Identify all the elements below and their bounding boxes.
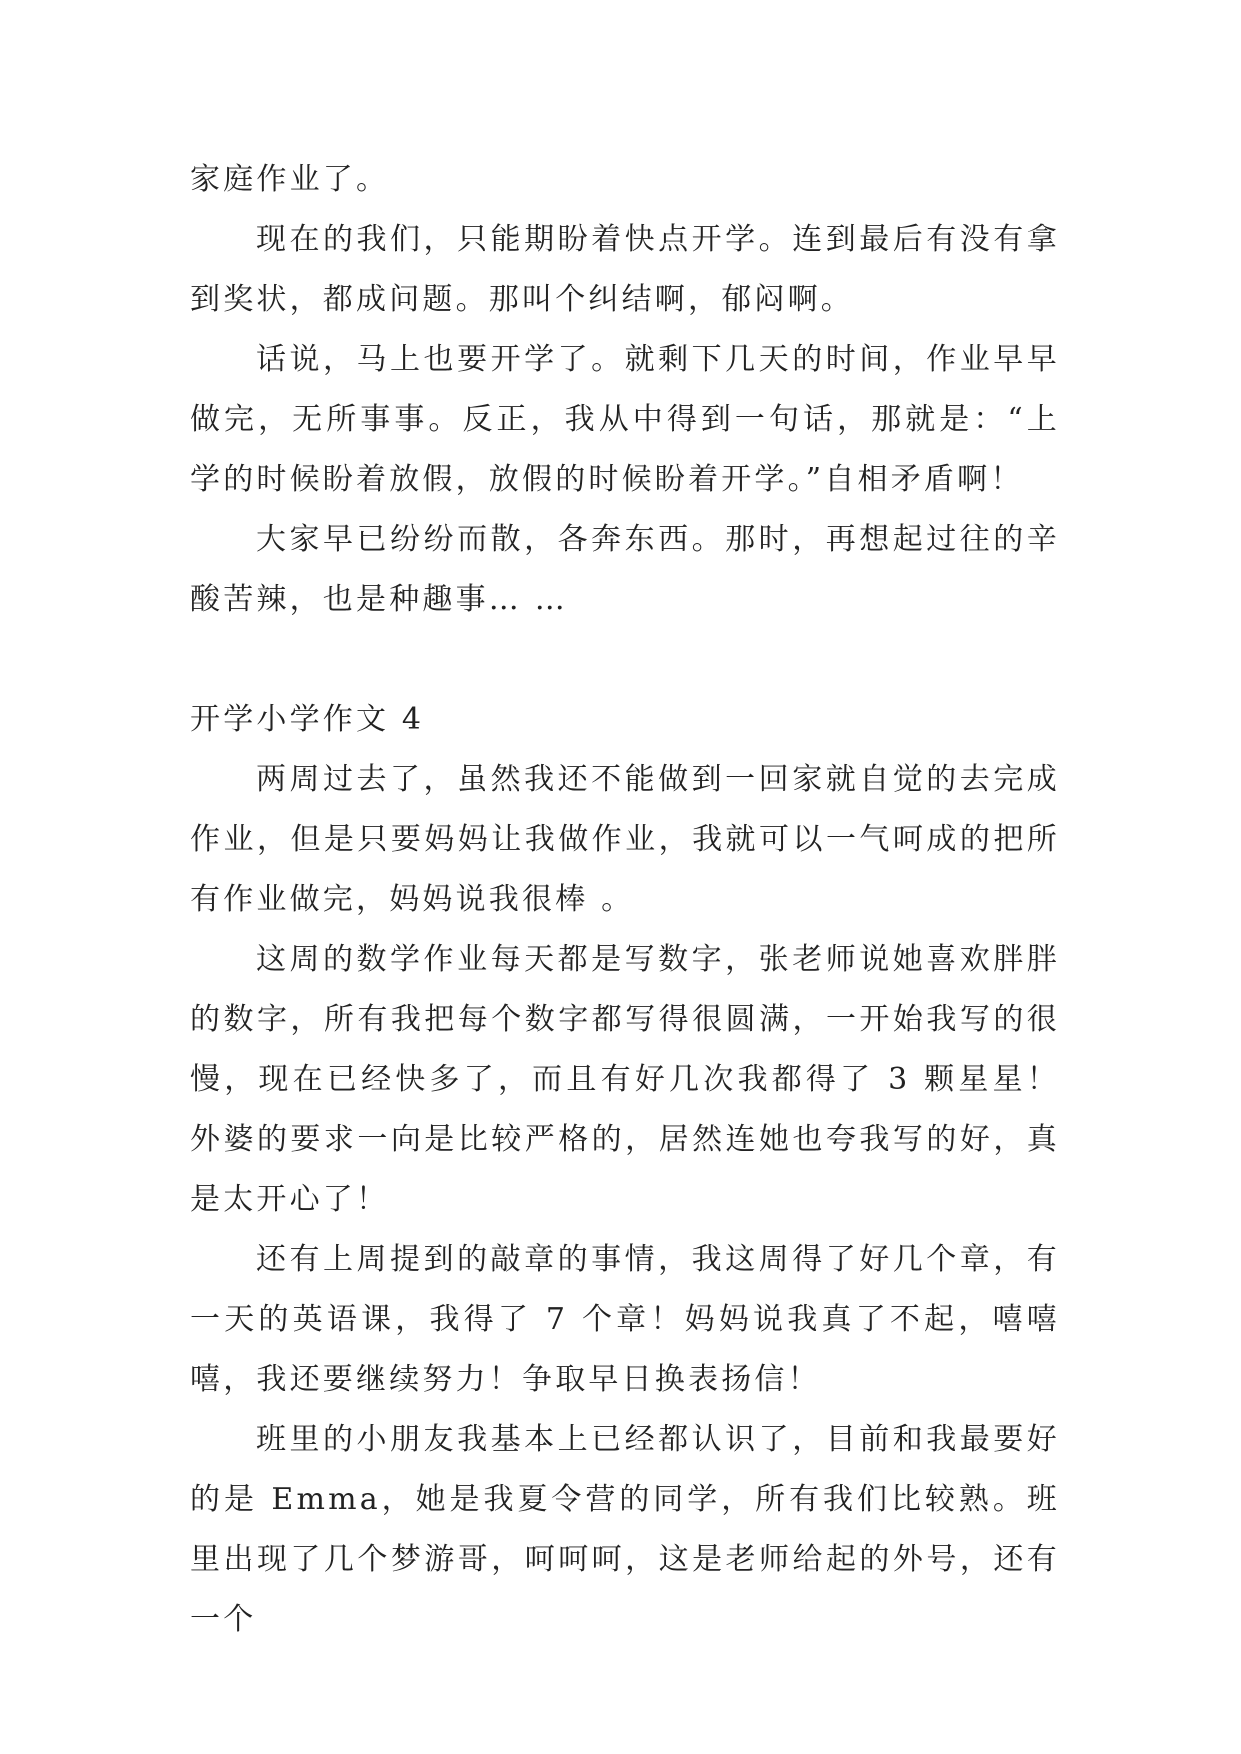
text-block-continuation	[190, 150, 1060, 630]
paragraph: 家庭作业了。	[190, 162, 390, 197]
paragraph: 班里的小朋友我基本上已经都认识了，目前和我最要好的是 Emma，她是我夏令营的同学，所有我们比较熟。班里出现了几个梦游哥，呵呵呵，这是老师给起的外号，还有一个	[190, 1422, 1060, 1637]
paragraph: 现在的我们，只能期盼着快点开学。连到最后有没有拿到奖状，都成问题。那叫个纠结啊，郁闷啊。	[190, 222, 1060, 317]
paragraph: 还有上周提到的敲章的事情，我这周得了好几个章，有一天的英语课，我得了 7 个章！妈妈说我真了不起，嘻嘻嘻，我还要继续努力！争取早日换表扬信！	[190, 1242, 1060, 1397]
text-block-essay-4	[190, 690, 1060, 1650]
paragraph: 话说，马上也要开学了。就剩下几天的时间，作业早早做完，无所事事。反正，我从中得到一句话，那就是：“上学的时候盼着放假，放假的时候盼着开学。”自相矛盾啊！	[190, 342, 1060, 497]
paragraph: 两周过去了，虽然我还不能做到一回家就自觉的去完成作业，但是只要妈妈让我做作业，我就可以一气呵成的把所有作业做完，妈妈说我很棒 。	[190, 762, 1060, 917]
paragraph: 大家早已纷纷而散，各奔东西。那时，再想起过往的辛酸苦辣，也是种趣事… …	[190, 522, 1060, 617]
section-heading: 开学小学作文 4	[190, 702, 425, 737]
paragraph: 这周的数学作业每天都是写数字，张老师说她喜欢胖胖的数字，所有我把每个数字都写得很圆满，一开始我写的很慢，现在已经快多了，而且有好几次我都得了 3 颗星星！外婆的要求一向是比较严格的，居然连她也夸我写的好，真是太开心了！	[190, 942, 1060, 1217]
